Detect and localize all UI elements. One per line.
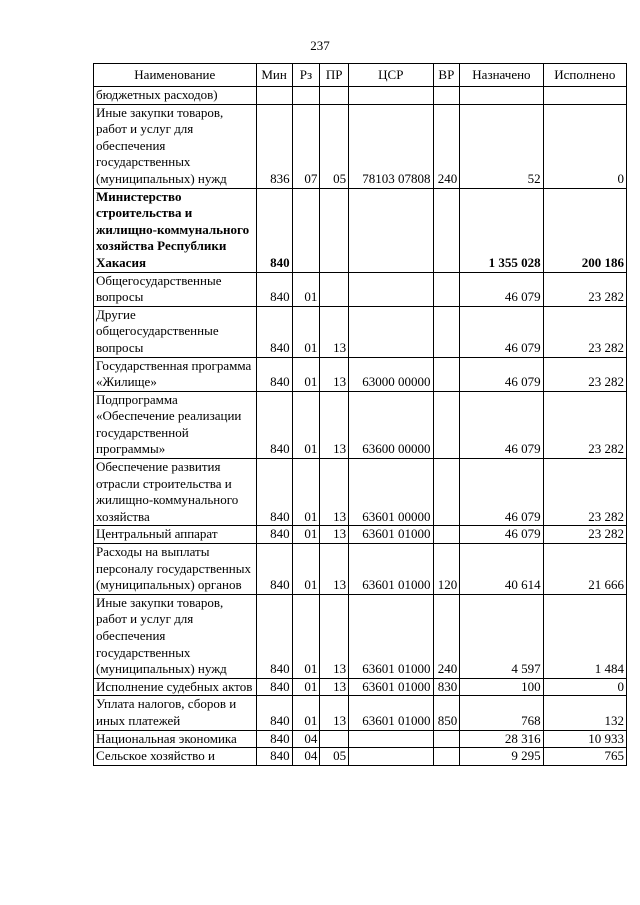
cell-vr: 240 bbox=[433, 594, 460, 678]
cell-name: Уплата налогов, сборов и иных платежей bbox=[94, 696, 257, 730]
cell-assigned: 46 079 bbox=[460, 357, 543, 391]
cell-csr bbox=[349, 748, 433, 766]
cell-rz bbox=[292, 188, 320, 272]
cell-name: Обеспечение развития отрасли строительства и жилищно-коммунального хозяйства bbox=[94, 459, 257, 526]
cell-rz: 01 bbox=[292, 357, 320, 391]
cell-pr: 13 bbox=[320, 594, 349, 678]
table-row bbox=[94, 594, 627, 678]
cell-csr: 63601 01000 bbox=[349, 544, 433, 595]
cell-rz: 01 bbox=[292, 696, 320, 730]
cell-name: бюджетных расходов) bbox=[94, 87, 257, 105]
cell-rz: 01 bbox=[292, 544, 320, 595]
cell-min: 840 bbox=[256, 459, 292, 526]
cell-pr bbox=[320, 272, 349, 306]
cell-name: Государственная программа «Жилище» bbox=[94, 357, 257, 391]
cell-assigned: 4 597 bbox=[460, 594, 543, 678]
cell-rz: 01 bbox=[292, 272, 320, 306]
cell-rz: 04 bbox=[292, 730, 320, 748]
cell-name: Иные закупки товаров, работ и услуг для обеспечения государственных (муниципальных) нужд bbox=[94, 594, 257, 678]
table-row bbox=[94, 104, 627, 188]
cell-name: Иные закупки товаров, работ и услуг для обеспечения государственных (муниципальных) нужд bbox=[94, 104, 257, 188]
table-row bbox=[94, 730, 627, 748]
cell-vr bbox=[433, 526, 460, 544]
cell-csr bbox=[349, 306, 433, 357]
cell-executed: 1 484 bbox=[543, 594, 626, 678]
cell-executed: 132 bbox=[543, 696, 626, 730]
cell-executed: 0 bbox=[543, 678, 626, 696]
cell-vr bbox=[433, 459, 460, 526]
cell-csr: 63601 00000 bbox=[349, 459, 433, 526]
cell-min: 836 bbox=[256, 104, 292, 188]
cell-csr: 63601 01000 bbox=[349, 678, 433, 696]
cell-min: 840 bbox=[256, 730, 292, 748]
cell-pr: 13 bbox=[320, 357, 349, 391]
cell-min: 840 bbox=[256, 357, 292, 391]
header-min: Мин bbox=[256, 64, 292, 87]
cell-assigned: 46 079 bbox=[460, 391, 543, 458]
cell-name: Министерство строительства и жилищно-коммунального хозяйства Республики Хакасия bbox=[94, 188, 257, 272]
cell-csr: 63000 00000 bbox=[349, 357, 433, 391]
cell-vr: 850 bbox=[433, 696, 460, 730]
cell-vr bbox=[433, 391, 460, 458]
cell-pr: 13 bbox=[320, 459, 349, 526]
cell-min: 840 bbox=[256, 748, 292, 766]
cell-vr bbox=[433, 272, 460, 306]
cell-vr bbox=[433, 188, 460, 272]
cell-min: 840 bbox=[256, 544, 292, 595]
cell-vr bbox=[433, 730, 460, 748]
cell-name: Расходы на выплаты персоналу государственных (муниципальных) органов bbox=[94, 544, 257, 595]
table-row bbox=[94, 306, 627, 357]
cell-min: 840 bbox=[256, 306, 292, 357]
cell-csr: 63600 00000 bbox=[349, 391, 433, 458]
cell-assigned: 46 079 bbox=[460, 272, 543, 306]
header-csr: ЦСР bbox=[349, 64, 433, 87]
cell-rz: 01 bbox=[292, 678, 320, 696]
cell-executed: 10 933 bbox=[543, 730, 626, 748]
table-row bbox=[94, 748, 627, 766]
cell-name: Исполнение судебных актов bbox=[94, 678, 257, 696]
cell-pr: 13 bbox=[320, 544, 349, 595]
cell-executed: 21 666 bbox=[543, 544, 626, 595]
cell-pr bbox=[320, 87, 349, 105]
cell-executed: 23 282 bbox=[543, 526, 626, 544]
cell-min: 840 bbox=[256, 391, 292, 458]
cell-min: 840 bbox=[256, 272, 292, 306]
cell-name: Центральный аппарат bbox=[94, 526, 257, 544]
cell-assigned: 768 bbox=[460, 696, 543, 730]
header-pr: ПР bbox=[320, 64, 349, 87]
cell-vr: 830 bbox=[433, 678, 460, 696]
cell-name: Другие общегосударственные вопросы bbox=[94, 306, 257, 357]
cell-assigned: 9 295 bbox=[460, 748, 543, 766]
cell-pr: 05 bbox=[320, 748, 349, 766]
table-row bbox=[94, 391, 627, 458]
cell-executed: 0 bbox=[543, 104, 626, 188]
cell-name: Общегосударственные вопросы bbox=[94, 272, 257, 306]
cell-pr: 13 bbox=[320, 526, 349, 544]
cell-executed: 765 bbox=[543, 748, 626, 766]
cell-pr: 13 bbox=[320, 391, 349, 458]
cell-csr: 63601 01000 bbox=[349, 696, 433, 730]
cell-csr bbox=[349, 87, 433, 105]
cell-pr bbox=[320, 188, 349, 272]
cell-assigned: 40 614 bbox=[460, 544, 543, 595]
cell-rz: 01 bbox=[292, 306, 320, 357]
cell-vr bbox=[433, 357, 460, 391]
cell-rz bbox=[292, 87, 320, 105]
header-row bbox=[94, 64, 627, 87]
header-executed: Исполнено bbox=[543, 64, 626, 87]
table-row bbox=[94, 357, 627, 391]
cell-assigned: 52 bbox=[460, 104, 543, 188]
cell-vr bbox=[433, 306, 460, 357]
cell-csr bbox=[349, 188, 433, 272]
cell-assigned: 46 079 bbox=[460, 306, 543, 357]
cell-executed: 23 282 bbox=[543, 357, 626, 391]
table-row bbox=[94, 87, 627, 105]
cell-assigned bbox=[460, 87, 543, 105]
cell-csr bbox=[349, 730, 433, 748]
cell-pr bbox=[320, 730, 349, 748]
cell-min: 840 bbox=[256, 678, 292, 696]
cell-min: 840 bbox=[256, 594, 292, 678]
budget-table bbox=[93, 63, 627, 766]
cell-min bbox=[256, 87, 292, 105]
cell-rz: 01 bbox=[292, 526, 320, 544]
cell-pr: 13 bbox=[320, 306, 349, 357]
page-number: 237 bbox=[310, 38, 330, 53]
cell-pr: 05 bbox=[320, 104, 349, 188]
table-row bbox=[94, 272, 627, 306]
cell-vr: 240 bbox=[433, 104, 460, 188]
cell-pr: 13 bbox=[320, 696, 349, 730]
cell-csr: 78103 07808 bbox=[349, 104, 433, 188]
cell-assigned: 28 316 bbox=[460, 730, 543, 748]
cell-csr bbox=[349, 272, 433, 306]
cell-csr: 63601 01000 bbox=[349, 526, 433, 544]
table-row bbox=[94, 526, 627, 544]
cell-assigned: 46 079 bbox=[460, 459, 543, 526]
cell-vr: 120 bbox=[433, 544, 460, 595]
table-row bbox=[94, 678, 627, 696]
table-row bbox=[94, 696, 627, 730]
cell-rz: 01 bbox=[292, 459, 320, 526]
cell-min: 840 bbox=[256, 526, 292, 544]
header-vr: ВР bbox=[433, 64, 460, 87]
header-name: Наименование bbox=[94, 64, 257, 87]
cell-executed: 23 282 bbox=[543, 272, 626, 306]
cell-executed: 23 282 bbox=[543, 306, 626, 357]
table-row bbox=[94, 188, 627, 272]
table-row bbox=[94, 544, 627, 595]
cell-min: 840 bbox=[256, 188, 292, 272]
cell-assigned: 100 bbox=[460, 678, 543, 696]
cell-name: Сельское хозяйство и bbox=[94, 748, 257, 766]
header-rz: Рз bbox=[292, 64, 320, 87]
cell-pr: 13 bbox=[320, 678, 349, 696]
cell-executed bbox=[543, 87, 626, 105]
cell-min: 840 bbox=[256, 696, 292, 730]
cell-rz: 04 bbox=[292, 748, 320, 766]
cell-vr bbox=[433, 87, 460, 105]
cell-executed: 23 282 bbox=[543, 459, 626, 526]
cell-name: Подпрограмма «Обеспечение реализации государственной программы» bbox=[94, 391, 257, 458]
cell-assigned: 46 079 bbox=[460, 526, 543, 544]
cell-rz: 07 bbox=[292, 104, 320, 188]
table-row bbox=[94, 459, 627, 526]
header-assigned: Назначено bbox=[460, 64, 543, 87]
cell-csr: 63601 01000 bbox=[349, 594, 433, 678]
cell-executed: 200 186 bbox=[543, 188, 626, 272]
cell-name: Национальная экономика bbox=[94, 730, 257, 748]
cell-assigned: 1 355 028 bbox=[460, 188, 543, 272]
cell-rz: 01 bbox=[292, 391, 320, 458]
cell-vr bbox=[433, 748, 460, 766]
cell-rz: 01 bbox=[292, 594, 320, 678]
cell-executed: 23 282 bbox=[543, 391, 626, 458]
